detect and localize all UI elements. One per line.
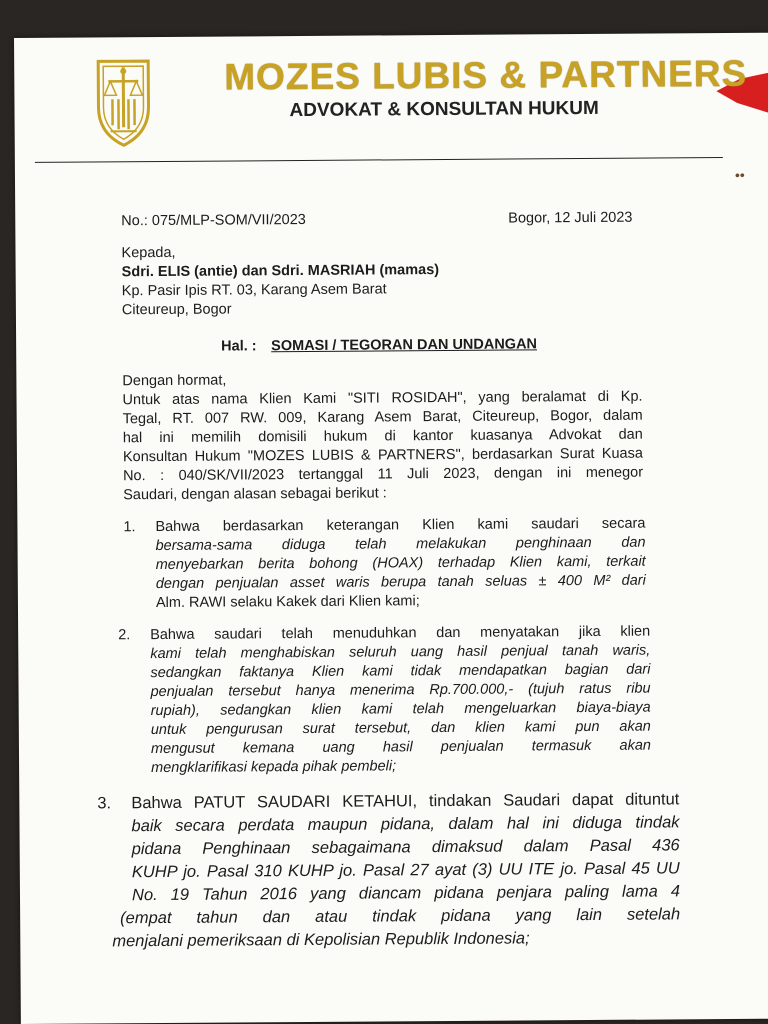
intro-line: No. : 040/SK/VII/2023 tertanggal 11 Juli 2023, dengan ini menegor (123, 464, 644, 485)
firm-subtitle: ADVOKAT & KONSULTAN HUKUM (289, 97, 599, 122)
item-line: baik secara perdata maupun pidana, dalam hal ini diduga tindak (131, 813, 680, 836)
item-line: mengklarifikasi kepada pihak pembeli; (151, 758, 397, 777)
intro-line: hal ini memilih domisili hukum di kantor kuasanya Advokat dan (122, 426, 643, 447)
item-line: KUHP jo. Pasal 310 KUHP jo. Pasal 27 ayat (3) UU ITE jo. Pasal 45 UU (131, 859, 680, 882)
item-line: Bahwa PATUT SAUDARI KETAHUI, tindakan Saudari dapat dituntut (131, 790, 680, 813)
header-divider (35, 157, 723, 163)
item-line: kami telah menghabiskan seluruh uang hasil penjual tanah waris, (150, 642, 651, 663)
place-date: Bogor, 12 Juli 2023 (508, 209, 633, 227)
greeting: Dengan hormat, (122, 372, 227, 390)
item-line: (empat tahun dan atau tindak pidana yang lain setelah (120, 905, 681, 928)
item-line: Bahwa berdasarkan keterangan Klien kami saudari secara (155, 515, 646, 536)
intro-line: Saudari, dengan alasan sebagai berikut : (123, 485, 387, 504)
item-line: No. 19 Tahun 2016 yang diancam pidana penjara paling lama 4 (131, 882, 681, 905)
subject: SOMASI / TEGORAN DAN UNDANGAN (271, 336, 538, 355)
item-line: Alm. RAWI selaku Kakek dari Klien kami; (155, 593, 420, 612)
intro-line: Konsultan Hukum "MOZES LUBIS & PARTNERS", berdasarkan Surat Kuasa (122, 445, 643, 466)
letter-number: No.: 075/MLP-SOM/VII/2023 (121, 211, 306, 230)
item-number: 1. (123, 519, 136, 536)
item-line: untuk pengurusan surat tersebut, dan klien kami pun akan (150, 718, 651, 739)
item-line: bersama-sama diduga telah melakukan penghinaan dan (155, 534, 646, 555)
item-line: mengusut kemana uang hasil penjualan termasuk akan (150, 737, 652, 758)
item-line: penjualan tersebut hanya menerima Rp.700.000,- (tujuh ratus ribu (150, 680, 651, 701)
item-line: sedangkan faktanya Klien kami tidak mendapatkan bagian dari (150, 661, 651, 682)
recipient-address-line2: Citeureup, Bogor (121, 301, 232, 319)
scales-of-justice-logo-icon (90, 55, 157, 147)
recipient-address-line1: Kp. Pasir Ipis RT. 03, Karang Asem Barat (121, 281, 387, 300)
item-line: menjalani pemeriksaan di Kepolisian Republik Indonesia; (112, 929, 530, 951)
item-line: dengan penjualan asset waris berupa tanah seluas ± 400 M² dari (155, 572, 646, 593)
letter-page (14, 33, 768, 1024)
item-number: 2. (118, 627, 131, 644)
firm-name: MOZES LUBIS & PARTNERS (224, 52, 748, 98)
intro-line: Untuk atas nama Klien Kami "SITI ROSIDAH", yang beralamat di Kp. (122, 388, 643, 409)
ink-stain-mark: •• (734, 166, 745, 183)
item-line: rupiah), sedangkan klien kami telah mengeluarkan biaya-biaya (150, 699, 651, 720)
intro-line: Tegal, RT. 007 RW. 009, Karang Asem Barat, Citeureup, Bogor, dalam (122, 407, 643, 428)
subject-label: Hal. : (221, 338, 257, 355)
item-line: menyebarkan berita bohong (HOAX) terhadap Klien kami, terkait (155, 553, 646, 574)
item-line: pidana Penghinaan sebagaimana dimaksud dalam Pasal 436 (131, 836, 680, 859)
item-line: Bahwa saudari telah menuduhkan dan menyatakan jika klien (150, 623, 651, 644)
to-label: Kepada, (121, 244, 176, 262)
recipient-name: Sdri. ELIS (antie) dan Sdri. MASRIAH (mamas) (121, 262, 440, 281)
item-number: 3. (97, 794, 112, 813)
